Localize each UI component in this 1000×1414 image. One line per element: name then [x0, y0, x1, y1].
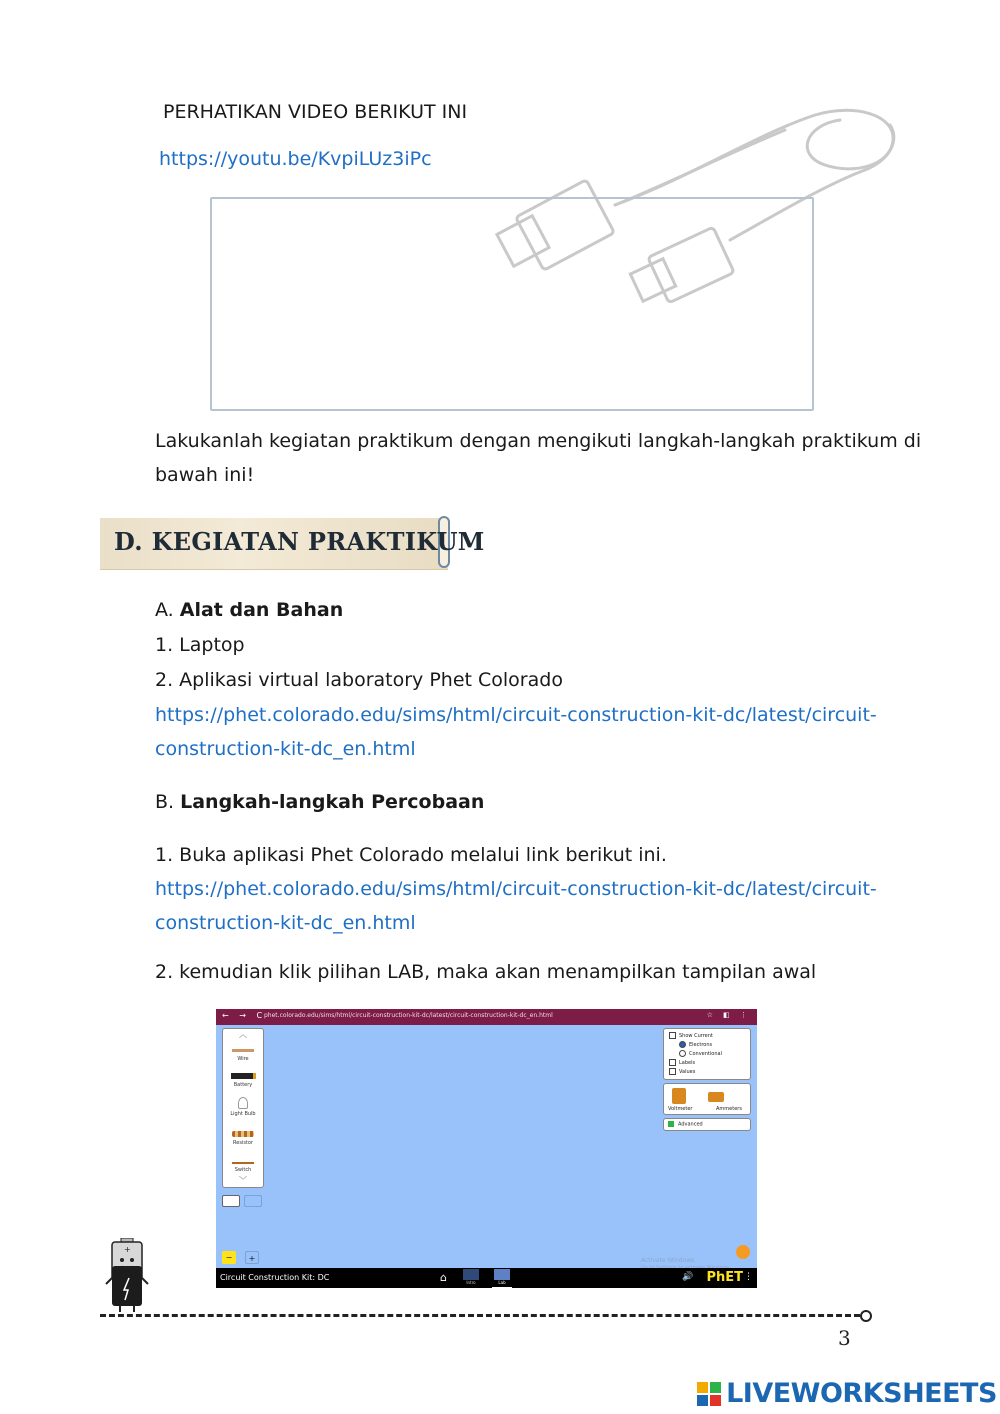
tab-intro[interactable]	[461, 1269, 481, 1287]
electrons-radio[interactable]	[679, 1041, 686, 1048]
phet-screenshot	[216, 1009, 757, 1288]
voltmeter-icon[interactable]	[672, 1088, 686, 1104]
display-options-panel	[663, 1028, 751, 1080]
section-title: D. KEGIATAN PRAKTIKUM	[114, 527, 485, 556]
steps-heading	[155, 785, 484, 819]
step-2: 2. kemudian klik pilihan LAB, maka akan menampilkan tampilan awal	[155, 961, 817, 983]
view-schematic-toggle[interactable]	[244, 1195, 262, 1207]
labels-label: Labels	[679, 1060, 696, 1066]
materials-prefix: A.	[155, 599, 180, 621]
advanced-panel[interactable]	[663, 1118, 751, 1131]
video-link[interactable]: https://youtu.be/KvpiLUz3iPc	[159, 148, 432, 170]
browser-nav-buttons[interactable]: ← → C	[222, 1011, 267, 1020]
zoom-in-icon[interactable]: +	[245, 1251, 259, 1264]
step-1: 1. Buka aplikasi Phet Colorado melalui link berikut ini.	[155, 844, 667, 866]
sound-icon[interactable]: 🔊	[682, 1272, 694, 1282]
carousel-item-bulb[interactable]	[223, 1097, 263, 1117]
zoom-out-icon[interactable]: −	[222, 1251, 236, 1264]
carousel-item-label: Light Bulb	[230, 1111, 256, 1117]
instruction-line-2: bawah ini!	[155, 464, 255, 486]
show-current-label: Show Current	[679, 1033, 713, 1039]
tab-lab[interactable]	[492, 1269, 512, 1288]
phet-link-line-2[interactable]: construction-kit-dc_en.html	[155, 738, 416, 760]
electrons-label: Electrons	[689, 1042, 713, 1048]
carousel-item-label: Resistor	[233, 1140, 253, 1146]
values-label: Values	[679, 1069, 696, 1075]
view-lifelike-toggle[interactable]	[222, 1195, 240, 1207]
materials-item-1: 1. Laptop	[155, 634, 245, 656]
steps-title: Langkah-langkah Percobaan	[180, 791, 485, 813]
phet-logo[interactable]: PhET	[706, 1270, 743, 1285]
carousel-item-resistor[interactable]	[223, 1131, 263, 1146]
liveworksheets-wordmark: LIVEWORKSHEETS	[726, 1378, 997, 1409]
liveworksheets-logo[interactable]	[697, 1378, 997, 1408]
measure-tools-panel	[663, 1083, 751, 1115]
instruction-line-1: Lakukanlah kegiatan praktikum dengan mengikuti langkah-langkah praktikum di	[155, 430, 922, 452]
steps-prefix: B.	[155, 791, 181, 813]
materials-item-2: 2. Aplikasi virtual laboratory Phet Colorado	[155, 669, 563, 691]
liveworksheets-tiles-icon	[697, 1382, 721, 1406]
values-checkbox[interactable]	[669, 1068, 676, 1075]
carousel-up-icon[interactable]: ︿	[239, 1030, 247, 1039]
advanced-label: Advanced	[678, 1121, 703, 1128]
materials-heading	[155, 593, 343, 627]
conventional-label: Conventional	[689, 1051, 722, 1057]
carousel-item-wire[interactable]	[223, 1049, 263, 1062]
tab-intro-label: Intro	[466, 1280, 476, 1285]
video-embed-frame[interactable]	[210, 197, 814, 411]
ammeter-icon[interactable]	[708, 1092, 724, 1102]
materials-title: Alat dan Bahan	[179, 599, 344, 621]
phet-menu-icon[interactable]: ⋮	[744, 1272, 753, 1282]
expand-plus-icon[interactable]	[668, 1121, 674, 1127]
phet-link-line-1[interactable]: https://phet.colorado.edu/sims/html/circuit-construction-kit-dc/latest/circuit-	[155, 704, 877, 726]
carousel-item-label: Wire	[237, 1056, 249, 1062]
show-current-checkbox[interactable]	[669, 1032, 676, 1039]
home-icon[interactable]: ⌂	[440, 1271, 447, 1284]
svg-text:+: +	[124, 1245, 131, 1254]
tab-lab-label: Lab	[498, 1280, 506, 1285]
video-heading: PERHATIKAN VIDEO BERIKUT INI	[163, 101, 468, 123]
carousel-down-icon[interactable]: ﹀	[239, 1176, 247, 1185]
ammeter-label: Ammeters	[716, 1106, 742, 1112]
sim-navigation-bar	[216, 1268, 757, 1288]
voltmeter-label: Voltmeter	[668, 1106, 693, 1112]
activate-windows-watermark: Activate Windows	[641, 1257, 695, 1264]
browser-url[interactable]: phet.colorado.edu/sims/html/circuit-construction-kit-dc/latest/circuit-construction-kit-dc_en.html	[264, 1012, 553, 1019]
conventional-radio[interactable]	[679, 1050, 686, 1057]
browser-toolbar	[216, 1009, 757, 1025]
battery-mascot-icon	[104, 1238, 150, 1312]
footer-dashed-divider	[100, 1314, 860, 1317]
divider-end-circle	[860, 1310, 872, 1322]
browser-menu-icon[interactable]: ☆ ◧ ⋮	[706, 1011, 751, 1019]
carousel-item-label: Switch	[234, 1167, 252, 1173]
carousel-item-switch[interactable]	[223, 1157, 263, 1173]
reset-all-icon[interactable]	[736, 1245, 750, 1259]
page-number: 3	[838, 1326, 851, 1350]
carousel-item-battery[interactable]	[223, 1073, 263, 1088]
component-carousel	[222, 1028, 264, 1188]
sim-title: Circuit Construction Kit: DC	[220, 1273, 330, 1282]
step-1-link-line-1[interactable]: https://phet.colorado.edu/sims/html/circuit-construction-kit-dc/latest/circuit-	[155, 878, 877, 900]
carousel-item-label: Battery	[233, 1082, 253, 1088]
step-1-link-line-2[interactable]: construction-kit-dc_en.html	[155, 912, 416, 934]
labels-checkbox[interactable]	[669, 1059, 676, 1066]
